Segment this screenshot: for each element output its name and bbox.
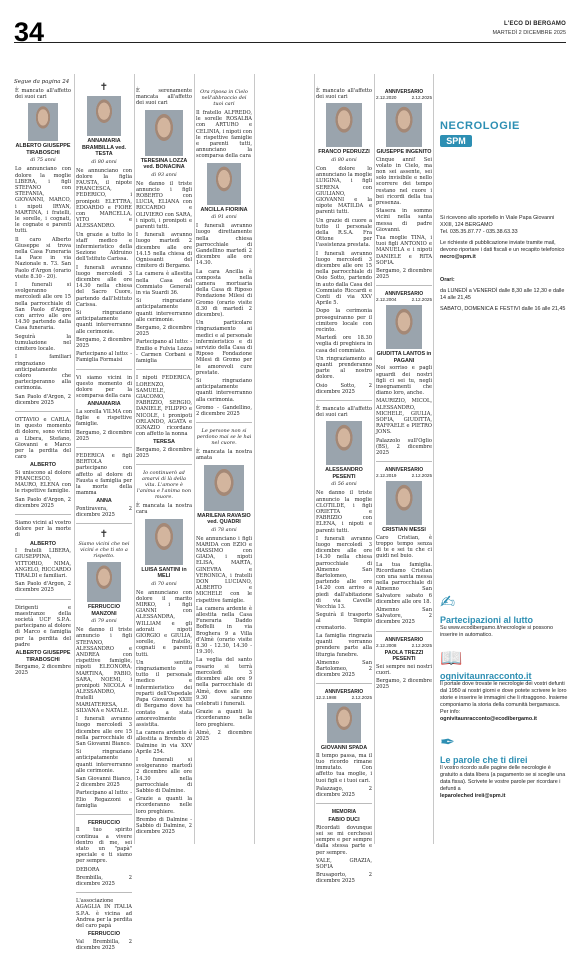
obituary-date: Bergamo, 2 dicembre 2025 [376,267,432,281]
obituary-text: Ne danno il triste annuncio la moglie CLOTILDE, i figli ORIETTA e FABRIZIO con ELENA, i nipoti e parenti tutti. [316,490,372,534]
portrait-photo [87,562,121,602]
obituary-text: I fratelli LIBERA, GIUSEPPINA, VITTORIO, NIMA, ANGELO, RICCARDO TIRALDI e familiari. [15,548,71,579]
participants: Partecipano al lutto: - Elio Regazzoni e famiglia [76,790,132,809]
anniversary-label: ANNIVERSARIO [384,467,424,474]
deceased-name: LUISA SANTINI in MELI [141,566,187,580]
column-rule [374,74,375,844]
anniversary-label: ANNIVERSARIO [384,89,424,95]
obituary-intro: È mancata la nostra amata [196,449,252,462]
obituary-date: Brembo di Dalmine - Sabbio di Dalmine, 2 dicembre 2025 [136,816,192,836]
obituary-date: Bergamo, 2 dicembre 2025 [15,664,71,677]
office-address: Si ricevono allo sportello in Viale Papa Giovanni XXIII, 124 BERGAMO [440,215,555,228]
deceased-name: ANNAMARIA BRAMBILLA ved. TESTA [81,138,127,157]
notice-separator [376,631,432,632]
deceased-name: ANNAMARIA [87,401,121,408]
obituary-date: Gromo - Gandellino, 2 dicembre 2025 [196,404,252,418]
participants: Partecipano al lutto: - Famiglia Formaisi [76,351,132,364]
year-to: 2.12.2025 [411,297,432,303]
obituary-text: Vi siamo vicini in questo momento di dolore per la scomparsa della cara [76,374,132,400]
obituary-text: Ne annunciano i figli MARIDA con EZIO e MASSIMO con GIADA, i nipoti ELISA, MARTA, GINEVRA e VERONICA, i fratelli DON LUCIANO, ALBERTO e MICHELE con le rispettive famiglie. [196,535,252,604]
obituary-text: Ne annunciano con dolore il marito MIRKO, i figli GIANNI con ALESSANDRA, WILLIAM e gli adorati nipoti GIORGIO e GIULIA, sorelle, fratello, cognati e parenti tutti. [136,589,192,658]
portrait-photo [326,421,362,465]
deceased-name: ALBERTO [30,540,56,547]
participants: Partecipano al lutto: - Emilio e Fulvia Lozza - Carmen Corbani e famiglia [136,339,192,365]
header-rule [14,42,566,43]
obituary-text: La sorella VILMA con figlie e rispettive famiglie. [76,408,132,428]
obituary-text: I funerali avranno luogo martedì 2 dicembre alle ore 14.15 nella chiesa di Ognissanti del cimitero di Bergamo. [136,232,192,270]
obituary-text: La camera ardente è allestita nella Casa Funeraria Daddo Boffelli in via Broghera 9 a Villa d'Almè (orario visite 8.30 - 12.30, 14.30 - 19.30). [196,605,252,656]
obituary-text: La cara Ancilla è composta nella camera mortuaria della Casa di Riposo Fondazione Milesi di Gromo (orario visite 8.30 di martedì 2 dicembre). [196,268,252,318]
obituary-text: Seguirà il trasporto al Tempio crematorio. [316,612,372,631]
continued-note: Segue da pagina 24 [14,79,70,85]
column-rule [134,74,135,844]
deceased-name: FERRUCCIO [87,819,121,826]
deceased-name: GIUSEPPE INGENITO [376,149,432,155]
obituary-text: Si ringraziano anticipatamente quanti interverranno alle cerimonie. [76,309,132,335]
obituary-text: Ne danno il triste annuncio i figli STEFANO, ALESSANDRO e ANDREA con rispettive famiglie, nipoti ELEONORA, MARTINA, FABIO, SARA, NOEMI, i pronipoti NICOLA e ALESSANDRO, fratelli MARIATERESA, SILVANA e NATALE. [76,627,132,714]
column-rule [314,74,315,844]
deceased-age: di 79 anni [91,618,117,625]
deceased-age: di 75 anni [30,157,56,164]
obituary-date: Almenno San Bartolomeo, 2 dicembre 2025 [316,659,372,679]
obituary-text: I funerali si svolgeranno mercoledì alle ore 15 nella parrocchiale di San Paolo d'Argon con arrivo alle ore 14.50 partendo dalla Casa funeraria. [15,282,71,332]
obituary-text: Ne annunciano con dolore la figlia FAUSTA, il nipote FRANCESCA, FEDERICO, i pronipoti ELETTRA, EDOARDO e FIORE con MARCELLA, VITO e ALESSANDRO. [76,167,132,230]
ognivita-email[interactable]: ognivitaunracconto@ecodibergamo.it [440,716,537,722]
column-1 [15,88,71,678]
obituary-intro: È serenamente mancata all'affetto dei suoi cari [136,88,192,107]
obituary-text: Si ringraziano anticipatamente quanti interverranno alla cerimonia. [196,378,252,403]
obituary-date: Val Brembilla, 2 dicembre 2025 [76,938,132,951]
portrait-photo [386,481,422,525]
obituary-date: Bergamo, 2 dicembre 2025 [136,446,192,460]
obituary-date: Palazzolo sull'Oglio (BS), 2 dicembre 2025 [376,437,432,456]
obituary-text: I funerali avranno luogo mercoledì 3 dicembre alle ore 14.30 nella chiesa del Sacro Cuore, partendo dall'Istituto Carissa. [76,264,132,308]
year-from: 2.12.2020 [376,95,397,100]
hours-weekend: SABATO, DOMENICA E FESTIVI dalle 16 alle 21,45 [440,306,566,312]
obituary-text: Martedì ore 18.30 veglia di preghiera in casa del commiato. [316,335,372,354]
obituary-text: I funerali avranno luogo direttamente nella chiesa parrocchiale di Gandellino martedì 2 dicembre alle ore 14.30. [196,223,252,267]
deceased-age: di 80 anni [91,158,117,165]
hours-title: Orari: [440,277,455,283]
obituary-text: Il caro Alberto Giuseppe si trova nella Casa Funeraria La Pace in via Nazionale n. 73. San Paolo d'Argon (orario visite 8.30 - 20). [15,236,71,280]
cross-icon: ✝ [99,529,109,541]
ognivita-text: Il portale dove trovate le necrologie dei vostri defunti dal 1950 ai nostri giorni e dove potete scrivere le loro storie e inserire le immagini che li ritraggono. Insieme componiamo la storia della comunità bergamasca. Per info: [440,681,568,715]
obituary-quote: Le persone non si perdono mai se le hai nel cuore. [196,428,252,447]
notice-separator [376,285,432,286]
obituary-text: I familiari ringraziano anticipatamente coloro che parteciperanno alla cerimonia. [15,354,71,392]
portrait-photo [145,519,183,565]
deceased-name: TERESA [153,439,175,446]
obituary-text: Dopo la cerimonia proseguiranno per il cimitero locale con recinto. [316,308,372,333]
partecipazioni-title: Partecipazioni al lutto [440,615,534,625]
obituary-intro: È mancata la nostra cara [136,503,192,516]
memoria-label: MEMORIA [331,809,357,816]
deceased-name: ANCILLA FIORINA [200,206,248,213]
obituary-date: San Paolo d'Argon, 2 dicembre 2025 [15,581,71,594]
obituary-date: Brembilla, 2 dicembre 2025 [76,874,132,888]
obituary-date: Bergamo, 2 dicembre 2025 [76,429,132,442]
notice-separator [136,369,192,370]
obituary-text: Seguirà la tumulazione nel cimitero locale. [15,333,71,353]
year-from: 2.12.2008 [376,642,397,648]
notice-separator [316,683,372,684]
obituary-intro: È mancato all'affetto dei suoi cari [316,406,372,419]
notice-separator [76,523,132,524]
obituary-text: Ne danno il triste annuncio i figli ROBERTO con LUCIA, ELIANA con RICCARDO e OLIVIERO con SARA, i nipoti, i pronipoti e parenti tutti. [136,180,192,231]
portrait-photo [327,703,361,743]
column-3 [136,88,192,837]
deceased-name: FERRUCCIO [87,931,121,938]
column-rule [74,74,75,844]
anniversary-label: ANNIVERSARIO [384,291,424,298]
deceased-name: ANNA [96,498,112,505]
obituary-text: Un sentito ringraziamento a tutto il personale medico e infermieristico dei reparti dell'Ospedale Papa Giovanni XXIII di Bergamo dove ha contato a stata amorevolmente assistita. [136,659,192,728]
newspaper-brand: L'ECO DI BERGAMO [504,21,566,27]
deceased-name: GIUDITTA LANTOS in PAGANI [376,351,432,364]
obituary-date: Brusaporto, 2 dicembre 2025 [316,872,372,885]
anniversary-years [376,297,432,302]
page-header [0,0,580,64]
anniversary-years [376,95,432,100]
deceased-name: ALBERTO GIUSEPPE TIRABOSCHI [15,650,71,663]
obituary-text: Lo annunciano con dolore la moglie LIBERA, i figli STEFANO con STEFANIA, GIOVANNI, MARCO, i nipoti IRYAN, MARTINA, i fratelli, le sorelle, i cognati, le cognate e parenti tutti. [15,166,71,235]
parole-title: Le parole che ti direi [440,755,528,765]
obituary-text: Si ringraziano anticipatamente quanti interverranno alle cerimonie. [136,298,192,323]
obituary-text: Stasera in sommo vicini nella santa messa di padre Giovanni. [376,208,432,233]
obituary-text: L'associazione AGAGLIA IN ITALIA S.P.A. è vicina ad Andrea per la perdita del caro papà [76,898,132,930]
year-from: 2.12.2004 [376,297,397,303]
obituary-text: La camera ardente è allestita a Brembo di Dalmine in via XXV Aprile 254. [136,730,192,755]
column-6 [376,84,432,692]
necrologie-sidebar [440,120,568,800]
obituary-date: Palazzago, 2 dicembre 2025 [316,785,372,799]
signature: DEBORA [76,866,100,873]
year-from: 2.12.2019 [376,473,397,479]
portrait-photo [145,110,183,156]
notice-separator [76,369,132,370]
deceased-age: di 93 anni [151,171,177,178]
column-4 [196,88,252,744]
notice-separator [76,814,132,815]
notice-separator [316,400,372,401]
column-5 [316,88,372,887]
notice-separator [376,461,432,462]
deceased-name: FERRUCCIO MANZONI [87,604,121,617]
deceased-name: ALBERTO [30,462,56,469]
deceased-name: ALBERTO GIUSEPPE TIRABOSCHI [15,143,71,156]
notice-separator [136,464,192,465]
obituary-quote: Siamo vicini che nei vicini e che ti sto a rispetto. [78,541,130,560]
obituary-text: MAURIZIO, MICOL, ALESSANDRO, MICHELE, GIULIA, SOFIA, GIUDITTA, RAFFAELE e PIETRO JONS. [376,398,432,436]
obituary-text: Un ringraziamento a quanti prenderanno parte al nostro dolore. [316,355,372,381]
notice-separator [196,422,252,423]
obituary-date: Osio Sotto, 2 dicembre 2025 [316,382,372,395]
obituary-text: Un grazie di cuore a tutto il personale della R.S.A. Fra Ottone per l'assistenza prestata. [316,217,372,249]
obituary-text: Siamo vicini al vostro dolore per la morte di [15,520,71,539]
parole-email[interactable]: leparoleched ireii@spm.it [440,793,506,799]
deceased-name: FABIO DUCI [328,817,360,824]
obituary-text: Il tuo spirito continua a vivere dentro di me, sei stato un "papà" speciale e ti siamo per sempre. [76,827,132,865]
parole-text: Il vostro ricordo sulle pagine delle necrologie è gratuito a data libera (a pagamento se si sceglie una data fissa). Scrivete le vostre parole per ricordare i defunti a [440,765,566,792]
necro-email[interactable]: necro@spm.it [440,254,476,260]
anniversary-years [376,473,432,478]
notice-separator [15,514,71,515]
office-phone: Tel. 035.35.87.77 - 035.38.63.33 [440,229,518,235]
obituary-text: FEDERICA e figli BERTOLA partecipano con affetto al dolore di Fausta e famiglia per la morte della mamma [76,452,132,497]
anniversary-years [316,695,372,700]
obituary-date: Almenno San Salvatore, 2 dicembre 2025 [376,606,432,626]
obituary-text: La camera è allestita nella Casa del Commiato Generali in via Suardi 36. [136,271,192,297]
obituary-text: Cinque anni! Sei volato in Cielo, ma non sei assente, sei solo invisibile e nello scorrere dei tempo restano nel cuore i bei ricordi della tua presenza. [376,156,432,206]
portrait-photo [87,96,121,136]
obituary-date: Bergamo, 2 dicembre 2025 [76,336,132,349]
ognivita-link[interactable]: ognivitaunracconto.it [440,671,532,681]
column-2 [76,79,132,953]
portrait-photo [28,103,58,141]
feather-icon: ✒ [440,732,456,753]
obituary-text: Dirigenti e maestranze della società UCF S.P.A. partecipano al dolore di Marco e famiglia per la perdita del padre [15,604,71,648]
obituary-text: Si ringraziano anticipatamente quanti interverranno alle cerimonie. [76,749,132,774]
notice-separator [15,411,71,412]
obituary-text: I funerali avranno luogo mercoledì 3 dicembre alle ore 15 nella parrocchiale di Osio Sotto, partendo in auto dalla Casa del Commiato Riccardi e Conti di via XXV Aprile 5. [316,250,372,307]
obituary-date: Bergamo, 2 dicembre 2025 [136,325,192,338]
obituary-text: Grazie a quanti la ricorderanno nelle loro preghiere. [136,796,192,815]
obituary-date: Bergamo, 2 dicembre 2025 [376,677,432,691]
obituary-text: Il fratello ALFREDO, le sorelle ROSALBA con ARTURO e CELINIA, i nipoti con le rispettive famiglie e parenti tutti, annunciano la scomparsa della cara [196,110,252,160]
obituary-text: Ricordati dovunque sei se mi cerchessi sempre e per sempre dalla stessa parte e per sempre. [316,824,372,856]
hand-writing-icon: ✍ [440,592,456,613]
year-to: 2.12.2025 [411,642,432,648]
column-rule [194,74,195,844]
obituary-text: OTTAVIO e CARLA, in questo momento di dolore, sono vicini a Libera, Stefano, Giovanni e Marco per la perdita del caro [15,416,71,461]
obituary-text: La tua famiglia. Ricordiamo Cristian con una santa messa nella parrocchiale di Almenno San Salvatore sabato 6 dicembre alle ore 18. [376,561,432,605]
obituary-text: I funerali avranno luogo mercoledì 3 dicembre alle ore 14.30 nella chiesa parrocchiale di Almenno San Bartolomeo, partendo alle ore 14.20 con arrivo a piedi dall'abitazione di via Cavelle Vecchia 13. [316,535,372,611]
deceased-age: di 70 anni [151,580,177,587]
year-from: 12.2.1988 [316,695,337,701]
obituary-quote: Ora riposa in Cielo nell'abbraccio dei tuoi cari [200,89,248,107]
deceased-age: di 56 anni [331,481,357,488]
obituary-intro: È mancato all'affetto dei suoi cari [316,88,372,101]
obituary-text: Un grazie a tutto lo staff medico e infermieristico della Sezione Aldruino dell'Istituto Carissa. [76,231,132,263]
portrait-photo [386,103,422,147]
obituary-text: Un particolare ringraziamento ai medici e al personale infermieristico e di servizio della Casa di Riposo Fondazione Milesi di Gromo per le amorevoli cure prestate. [196,320,252,376]
obituary-date: Pontiravera, 2 dicembre 2025 [76,505,132,519]
issue-date: MARTEDÌ 2 DICEMBRE 2025 [492,30,566,36]
obituary-date: Almè, 2 dicembre 2025 [196,729,252,742]
email-instructions: Le richieste di pubblicazione inviate tramite mail, devono riportare i dati fiscali e un recapito telefonico [440,240,565,253]
deceased-name: PAOLA TREZZI PESENTI [384,649,424,663]
signature: VALE, GRAZIA, SOFIA [316,857,372,870]
obituary-date: San Paolo d'Argon, 2 dicembre 2025 [15,393,71,406]
obituary-text: I funerali si svolgeranno martedì 2 dicembre alle ore 14.30 nella parrocchiale di Sabbio di Dalmine. [136,756,192,794]
deceased-name: MARILENA RAVASIO ved. QUADRI [197,512,251,526]
notice-separator [76,447,132,448]
deceased-age: di 80 anni [331,156,357,163]
column-rule [433,74,434,844]
year-to: 2.12.2025 [351,695,372,701]
portrait-photo [386,305,422,349]
anniversary-label: ANNIVERSARIO [384,636,424,643]
notice-separator [76,892,132,893]
portrait-photo [207,163,241,205]
obituary-text: Si uniscono al dolore FRANCESCO, MAURO, ELENA con le rispettive famiglie. [15,469,71,495]
obituary-date: San Paolo d'Argon, 2 dicembre 2025 [15,496,71,509]
obituary-text: Caro Cristian, è troppo tempo senza di te e sei tu che ci guidi nel buio. [376,534,432,560]
year-to: 2.12.2025 [411,95,432,100]
year-to: 2.12.2025 [411,473,432,479]
notice-separator [316,803,372,804]
deceased-age: di 78 anni [211,526,237,533]
deceased-name: ALESSANDRO PESENTI [325,467,363,480]
anniversary-label: ANNIVERSARIO [324,689,364,696]
obituary-quote: Io continuerò ad amarvi di là della vita. L'amore è l'anima e l'anima non muore. [136,470,192,501]
obituary-text: Grazie a quanti la ricorderanno nelle loro preghiere. [196,709,252,728]
notice-separator [15,599,71,600]
portrait-photo [204,465,244,511]
spm-logo: SPM [440,135,472,147]
cross-icon: ✝ [99,82,109,93]
obituary-text: Noi sorriso e pagli sguardi dei nostri figli ci sei tu, negli insegnamenti che diamo loro, anche. [376,365,432,397]
book-icon: 📖 [440,648,463,669]
obituary-text: Con dolore lo annunciano la moglie LUIGINA, i figli SERENA con GIULIANO, GIOVANNI e la nipote MATILDA e parenti tutti. [316,165,372,216]
obituary-date: San Giovanni Bianco, 2 dicembre 2025 [76,775,132,789]
column-rule [254,74,255,844]
obituary-text: Sei sempre nei nostri cuori. [376,663,432,676]
deceased-name: CRISTIAN MESSI [382,527,426,534]
obituary-text: Il tempo passa, ma il tuo ricordo rimane immutato. Con affetto tua moglie, i tuoi figli e i tuoi cari. [316,752,372,784]
necrologie-title: NECROLOGIE [440,120,520,132]
obituary-text: I funerali avranno luogo mercoledì 3 dicembre alle ore 15 nella parrocchiale di San Giovanni Bianco. [76,716,132,747]
partecipazioni-text: Su www.ecodibergamo.it/necrologie si possono inserire in automatico. [440,625,553,638]
deceased-name: TERESINA LOZZA ved. BONACINA [140,157,188,171]
hours-weekdays: da LUNEDÌ a VENERDÌ dalle 8,30 alle 12,30 e dalle 14 alle 21,45 [440,288,565,301]
deceased-name: GIOVANNI SPADA [320,745,368,752]
obituary-intro: È mancato all'affetto dei suoi cari [15,88,71,101]
page-number: 34 [14,17,45,47]
obituary-text: La veglia del santo rosario si terrà mercoledì 3 dicembre alle ore 9 nella parrocchiale di Almè, dove alle ore 9.30 saranno celebrati i funerali. [196,657,252,707]
obituary-text: I nipoti FEDERICA, LORENZO, SAMUELE, GIACOMO, FABRIZIO, SERGIO, DANIELE, FILIPPO e NICOLE, i pronipoti ORLANDO, AGATA e IGNAZIO ricordano con affetto la nonna [136,375,192,438]
deceased-age: di 91 anni [211,214,237,221]
obituary-text: La famiglia ringrazia quanti vorranno prendere parte alla liturgia funebre. [316,632,372,658]
portrait-photo [326,103,362,147]
anniversary-years [376,643,432,648]
deceased-name: FRANCO PEDRUZZI [318,149,370,156]
obituary-text: Tua moglie TINA, i tuoi figli ANTONIO e MANUELA e i nipoti DANIELE e RITA SOFIA. [376,234,432,266]
